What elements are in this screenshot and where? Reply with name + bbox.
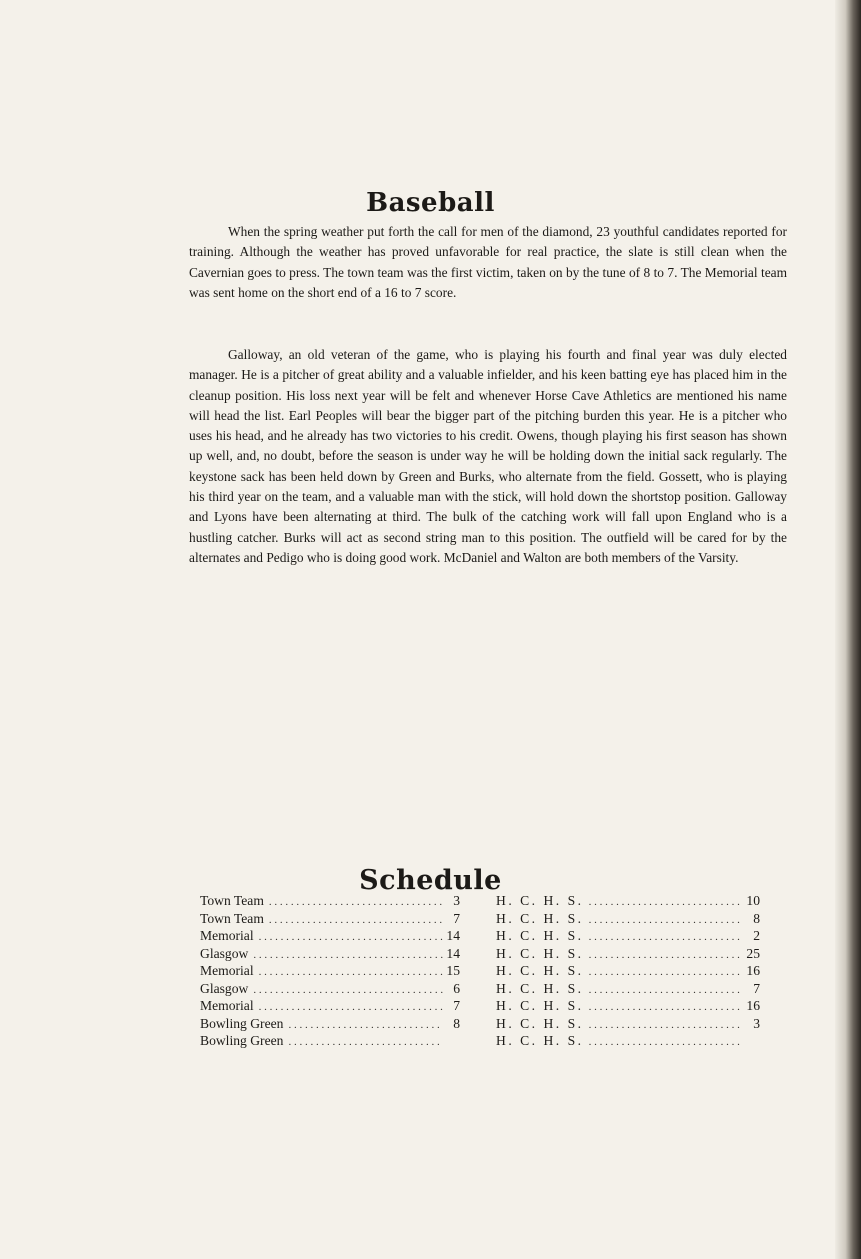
schedule-row <box>200 910 760 928</box>
opponent-name: Memorial <box>200 963 254 978</box>
home-team-name: H. C. H. S. <box>496 1015 584 1031</box>
leader-dots <box>288 1034 443 1052</box>
opponent-name: Memorial <box>200 928 254 943</box>
opponent-name: Glasgow <box>200 980 249 996</box>
opponent-name: Glasgow <box>200 945 249 961</box>
schedule-row <box>200 1015 760 1033</box>
opponent-name: Bowling Green <box>200 1033 284 1048</box>
opponent-score: 6 <box>453 980 460 996</box>
opponent-score: 8 <box>453 1015 460 1031</box>
opponent-name: Town Team <box>200 893 264 908</box>
home-cell <box>496 1032 760 1052</box>
home-team-name: H. C. H. S. <box>496 998 584 1013</box>
opponent-name: Bowling Green <box>200 1015 284 1031</box>
baseball-heading: Baseball <box>366 188 495 219</box>
opponent-name: Town Team <box>200 910 264 926</box>
schedule-heading: Schedule <box>359 865 502 897</box>
schedule-row <box>200 1032 760 1050</box>
schedule-row <box>200 980 760 998</box>
schedule-row <box>200 997 760 1015</box>
opponent-score: 14 <box>446 928 460 943</box>
opponent-score: 7 <box>453 998 460 1013</box>
home-score: 3 <box>753 1015 760 1031</box>
opponent-cell <box>200 1032 460 1052</box>
home-team-name: H. C. H. S. <box>496 963 584 978</box>
schedule-row <box>200 892 760 910</box>
home-team-name: H. C. H. S. <box>496 910 584 926</box>
opponent-score: 7 <box>453 910 460 926</box>
schedule-row <box>200 945 760 963</box>
opponent-name: Memorial <box>200 998 254 1013</box>
home-score: 10 <box>746 893 760 908</box>
opponent-score: 15 <box>446 963 460 978</box>
opponent-score: 14 <box>446 945 460 961</box>
home-score: 16 <box>746 998 760 1013</box>
schedule-row <box>200 962 760 980</box>
home-score: 2 <box>753 928 760 943</box>
intro-paragraph: When the spring weather put forth the call for men of the diamond, 23 youthful candidates reported for training. Although the weather has proved unfavorable for real practice, the slate is still clean when the Cavernian goes to press. The town team was the first victim, taken on by the tune of 8 to 7. The Memorial team was sent home on the short end of a 16 to 7 score. <box>189 224 787 300</box>
opponent-score: 3 <box>453 893 460 908</box>
home-score: 7 <box>753 980 760 996</box>
schedule-row <box>200 927 760 945</box>
home-score: 25 <box>746 945 760 961</box>
home-team-name: H. C. H. S. <box>496 893 584 908</box>
home-team-name: H. C. H. S. <box>496 928 584 943</box>
home-score: 8 <box>753 910 760 926</box>
leader-dots <box>589 1034 743 1052</box>
home-score: 16 <box>746 963 760 978</box>
schedule-table <box>200 892 760 1050</box>
team-paragraph: Galloway, an old veteran of the game, who is playing his fourth and final year was duly elected manager. He is a pitcher of great ability and a valuable infielder, and his keen batting eye has placed him in the cleanup position. His loss next year will be felt and whenever Horse Cave Athletics are mentioned his name will head the list. Earl Peoples will bear the bigger part of the pitching burden this year. He is a pitcher who uses his head, and he already has two victories to his credit. Owens, though playing his first season has shown up well, and, no doubt, before the season is under way he will be holding down the initial sack regularly. The keystone sack has been held down by Green and Burks, who alternate from the field. Gossett, who is playing his third year on the team, and a valuable man with the stick, will hold down the shortstop position. Galloway and Lyons have been alternating at third. The bulk of the catching work will fall upon England who is a hustling catcher. Burks will act as second string man to this position. The outfield will be cared for by the alternates and Pedigo who is doing good work. McDaniel and Walton are both members of the Varsity. <box>189 347 787 565</box>
home-team-name: H. C. H. S. <box>496 980 584 996</box>
home-team-name: H. C. H. S. <box>496 1033 584 1048</box>
home-team-name: H. C. H. S. <box>496 945 584 961</box>
